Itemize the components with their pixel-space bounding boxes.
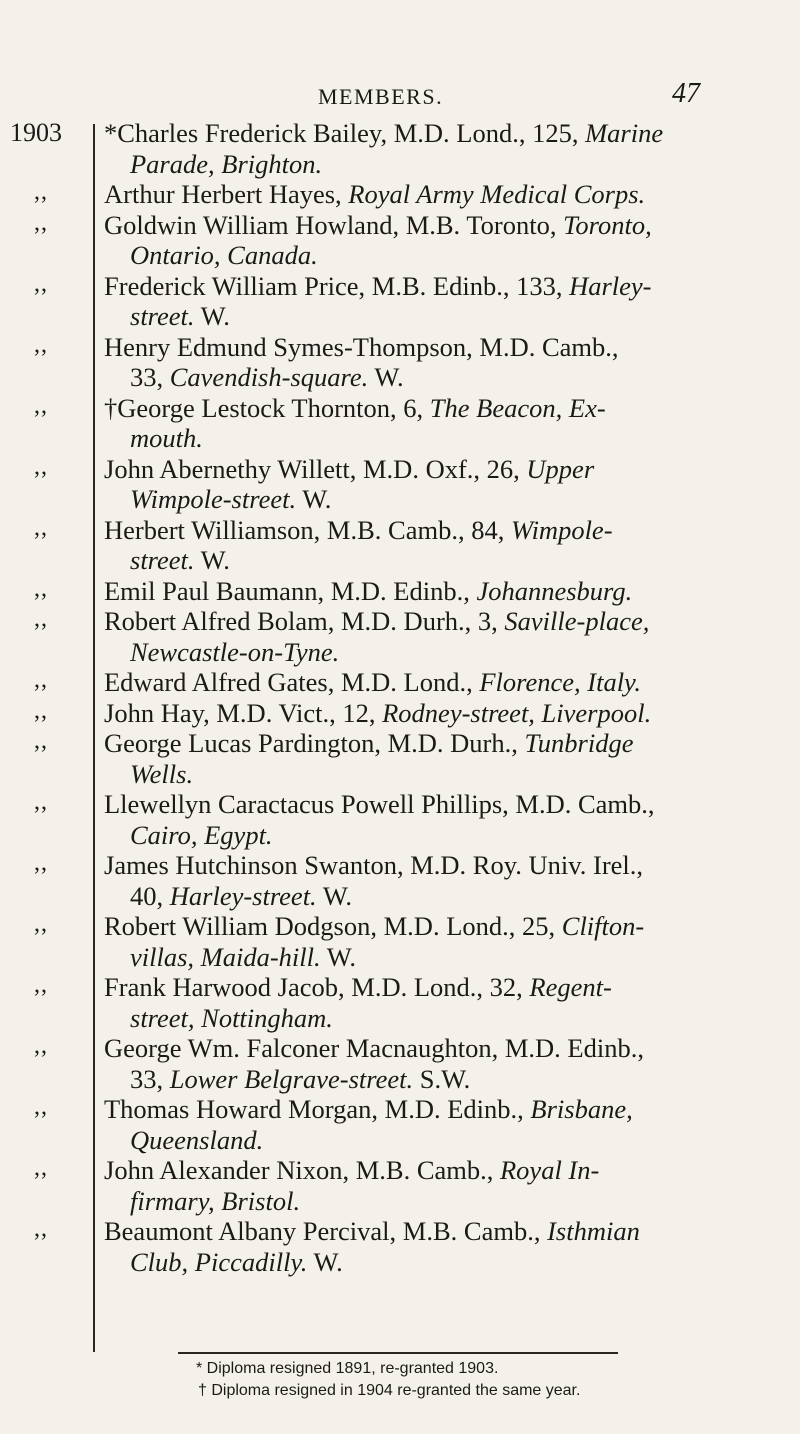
member-entry (104, 271, 784, 332)
ditto-mark: ,, (34, 575, 48, 602)
entry-address: Marine (585, 118, 664, 148)
ditto-mark: ,, (34, 972, 48, 998)
entry-address: Parade, Brighton. (130, 148, 323, 179)
ditto-mark: ,, (34, 209, 48, 236)
ditto-mark: ,, (34, 850, 48, 876)
entry-line-1: Arthur Herbert Hayes, (104, 179, 349, 209)
entry-continuation (104, 545, 784, 576)
entry-district: S.W. (413, 1063, 471, 1094)
entry-continuation (104, 942, 784, 973)
member-entry (104, 210, 784, 271)
ditto-mark: ,, (34, 453, 48, 480)
entry-line-1: John Hay, M.D. Vict., 12, (104, 697, 383, 728)
entry-address: Clifton- (561, 911, 645, 941)
entry-address: Cavendish-square. (169, 362, 369, 392)
footnote-2: † Diploma resigned in 1904 re-granted the same year. (198, 1382, 581, 1399)
entry-address: Upper (526, 453, 595, 484)
entry-address: Ontario, Canada. (130, 240, 318, 270)
entry-continuation (104, 240, 784, 271)
entry-line-1: Emil Paul Baumann, M.D. Edinb., (104, 575, 477, 606)
entry-continuation (104, 637, 784, 668)
footnote-1: * Diploma resigned 1891, re-granted 1903. (196, 1360, 499, 1377)
entry-line-1: †George Lestock Thornton, 6, (104, 392, 430, 423)
entry-district: W. (316, 880, 353, 911)
entry-continuation (104, 1247, 784, 1278)
footnotes (196, 1358, 756, 1402)
member-entry (104, 728, 784, 789)
member-entry (104, 667, 784, 698)
entry-address: Newcastle-on-Tyne. (130, 636, 340, 667)
entry-address: Isthmian (547, 1216, 640, 1246)
entry-line-1: Henry Edmund Symes-Thompson, M.D. Camb., (104, 331, 619, 362)
entry-address: Saville-place, (504, 606, 650, 636)
entry-address: villas, Maida-hill. (130, 941, 321, 972)
member-entry (104, 606, 784, 667)
entry-address: Rodney-street, Liverpool. (382, 697, 652, 728)
entry-district: W. (296, 484, 332, 514)
page-header (0, 78, 800, 118)
member-entry (104, 332, 784, 393)
member-entry (104, 911, 784, 972)
page-number: 47 (672, 78, 700, 109)
member-entry (104, 179, 784, 210)
member-entry (104, 1033, 784, 1094)
member-entry (104, 393, 784, 454)
entry-address: Florence, Italy. (479, 667, 641, 697)
entry-address: Brisbane, (530, 1094, 633, 1124)
entry-number: 33, (130, 362, 170, 392)
member-entry (104, 576, 784, 607)
entry-continuation (104, 423, 784, 454)
entry-address: Wimpole- (510, 514, 613, 545)
ditto-mark: ,, (34, 1094, 48, 1120)
entry-address: Lower Belgrave-street. (169, 1063, 414, 1094)
entry-line-1: Robert Alfred Bolam, M.D. Durh., 3, (104, 606, 505, 636)
entry-continuation (104, 1186, 784, 1217)
member-entry (104, 1216, 784, 1277)
entry-line-1: Beaumont Albany Percival, M.B. Camb., (104, 1216, 548, 1246)
entry-continuation (104, 1003, 784, 1034)
member-entry (104, 118, 784, 179)
entry-address: street. (130, 301, 195, 331)
entry-line-1: Goldwin William Howland, M.B. Toronto, (104, 209, 564, 240)
entry-number: 33, (130, 1063, 170, 1094)
entry-address: Queensland. (130, 1124, 264, 1155)
entry-address: Royal In- (500, 1155, 600, 1185)
entry-address: street. (130, 545, 195, 575)
ditto-mark: ,, (34, 179, 48, 205)
entry-line-1: Frank Harwood Jacob, M.D. Lond., 32, (104, 972, 530, 1002)
entry-continuation (104, 484, 784, 515)
entry-number: 40, (130, 880, 170, 911)
ditto-mark: ,, (34, 331, 48, 358)
entry-line-1: Robert William Dodgson, M.D. Lond., 25, (104, 911, 562, 941)
entry-address: Toronto, (563, 209, 652, 240)
entry-continuation (104, 149, 784, 180)
entry-continuation (104, 1064, 784, 1095)
entry-line-1: John Abernethy Willett, M.D. Oxf., 26, (104, 453, 527, 484)
entry-line-1: John Alexander Nixon, M.B. Camb., (104, 1155, 500, 1185)
entry-continuation (104, 820, 784, 851)
entry-address: Wimpole-street. (130, 484, 297, 514)
entry-district: W. (194, 301, 230, 331)
member-entry (104, 1155, 784, 1216)
entry-address: Wells. (130, 758, 194, 789)
entry-continuation (104, 301, 784, 332)
member-entry (104, 972, 784, 1033)
entry-line-1: Edward Alfred Gates, M.D. Lond., (104, 667, 480, 697)
entry-address: Harley- (569, 270, 652, 301)
member-entry (104, 515, 784, 576)
member-list (104, 118, 784, 1277)
ditto-mark: ,, (34, 606, 48, 632)
entry-address: Cairo, Egypt. (130, 819, 273, 850)
ditto-mark: ,, (34, 667, 48, 693)
entry-address: Regent- (529, 972, 612, 1002)
ditto-mark: ,, (34, 392, 48, 419)
entry-address: street, Nottingham. (130, 1002, 333, 1033)
entry-district: W. (368, 362, 404, 392)
footnote-rule (178, 1352, 618, 1354)
member-entry (104, 454, 784, 515)
member-entry (104, 850, 784, 911)
entry-address: Harley-street. (169, 880, 317, 911)
entry-address: firmary, Bristol. (130, 1185, 301, 1216)
ditto-mark: ,, (34, 514, 48, 541)
entry-continuation (104, 881, 784, 912)
column-rule (93, 124, 95, 1352)
member-entry (104, 1094, 784, 1155)
ditto-mark: ,, (34, 1155, 48, 1181)
entry-district: W. (307, 1246, 343, 1277)
entry-line-1: George Wm. Falconer Macnaughton, M.D. Edinb., (104, 1033, 644, 1063)
ditto-mark: ,, (34, 1033, 48, 1059)
member-entry (104, 698, 784, 729)
entry-address: Tunbridge (524, 728, 634, 758)
ditto-mark: ,, (34, 728, 48, 754)
entry-line-1: George Lucas Pardington, M.D. Durh., (104, 728, 525, 758)
ditto-mark: ,, (34, 697, 48, 724)
entry-line-1: *Charles Frederick Bailey, M.D. Lond., 125, (104, 118, 586, 148)
entry-address: The Beacon, Ex- (429, 392, 606, 423)
year-label: 1903 (10, 118, 62, 147)
entry-line-1: Thomas Howard Morgan, M.D. Edinb., (104, 1094, 531, 1124)
entry-address: Johannesburg. (476, 575, 633, 606)
entry-district: W. (194, 545, 230, 575)
entry-line-1: Frederick William Price, M.B. Edinb., 133, (104, 270, 570, 301)
entry-district: W. (320, 941, 356, 972)
ditto-mark: ,, (34, 1216, 48, 1242)
ditto-mark: ,, (34, 789, 48, 815)
ditto-mark: ,, (34, 270, 48, 297)
entry-address: Club, Piccadilly. (130, 1246, 308, 1277)
entry-address: mouth. (130, 423, 203, 453)
member-entry (104, 789, 784, 850)
entry-continuation (104, 1125, 784, 1156)
entry-continuation (104, 362, 784, 393)
entry-line-1: Llewellyn Caractacus Powell Phillips, M.D. Camb., (104, 789, 655, 819)
entry-continuation (104, 759, 784, 790)
entry-line-1: James Hutchinson Swanton, M.D. Roy. Univ. Irel., (104, 850, 644, 880)
entry-line-1: Herbert Williamson, M.B. Camb., 84, (104, 514, 511, 545)
entry-address: Royal Army Medical Corps. (348, 179, 646, 209)
ditto-mark: ,, (34, 911, 48, 937)
running-head: MEMBERS. (318, 84, 444, 109)
